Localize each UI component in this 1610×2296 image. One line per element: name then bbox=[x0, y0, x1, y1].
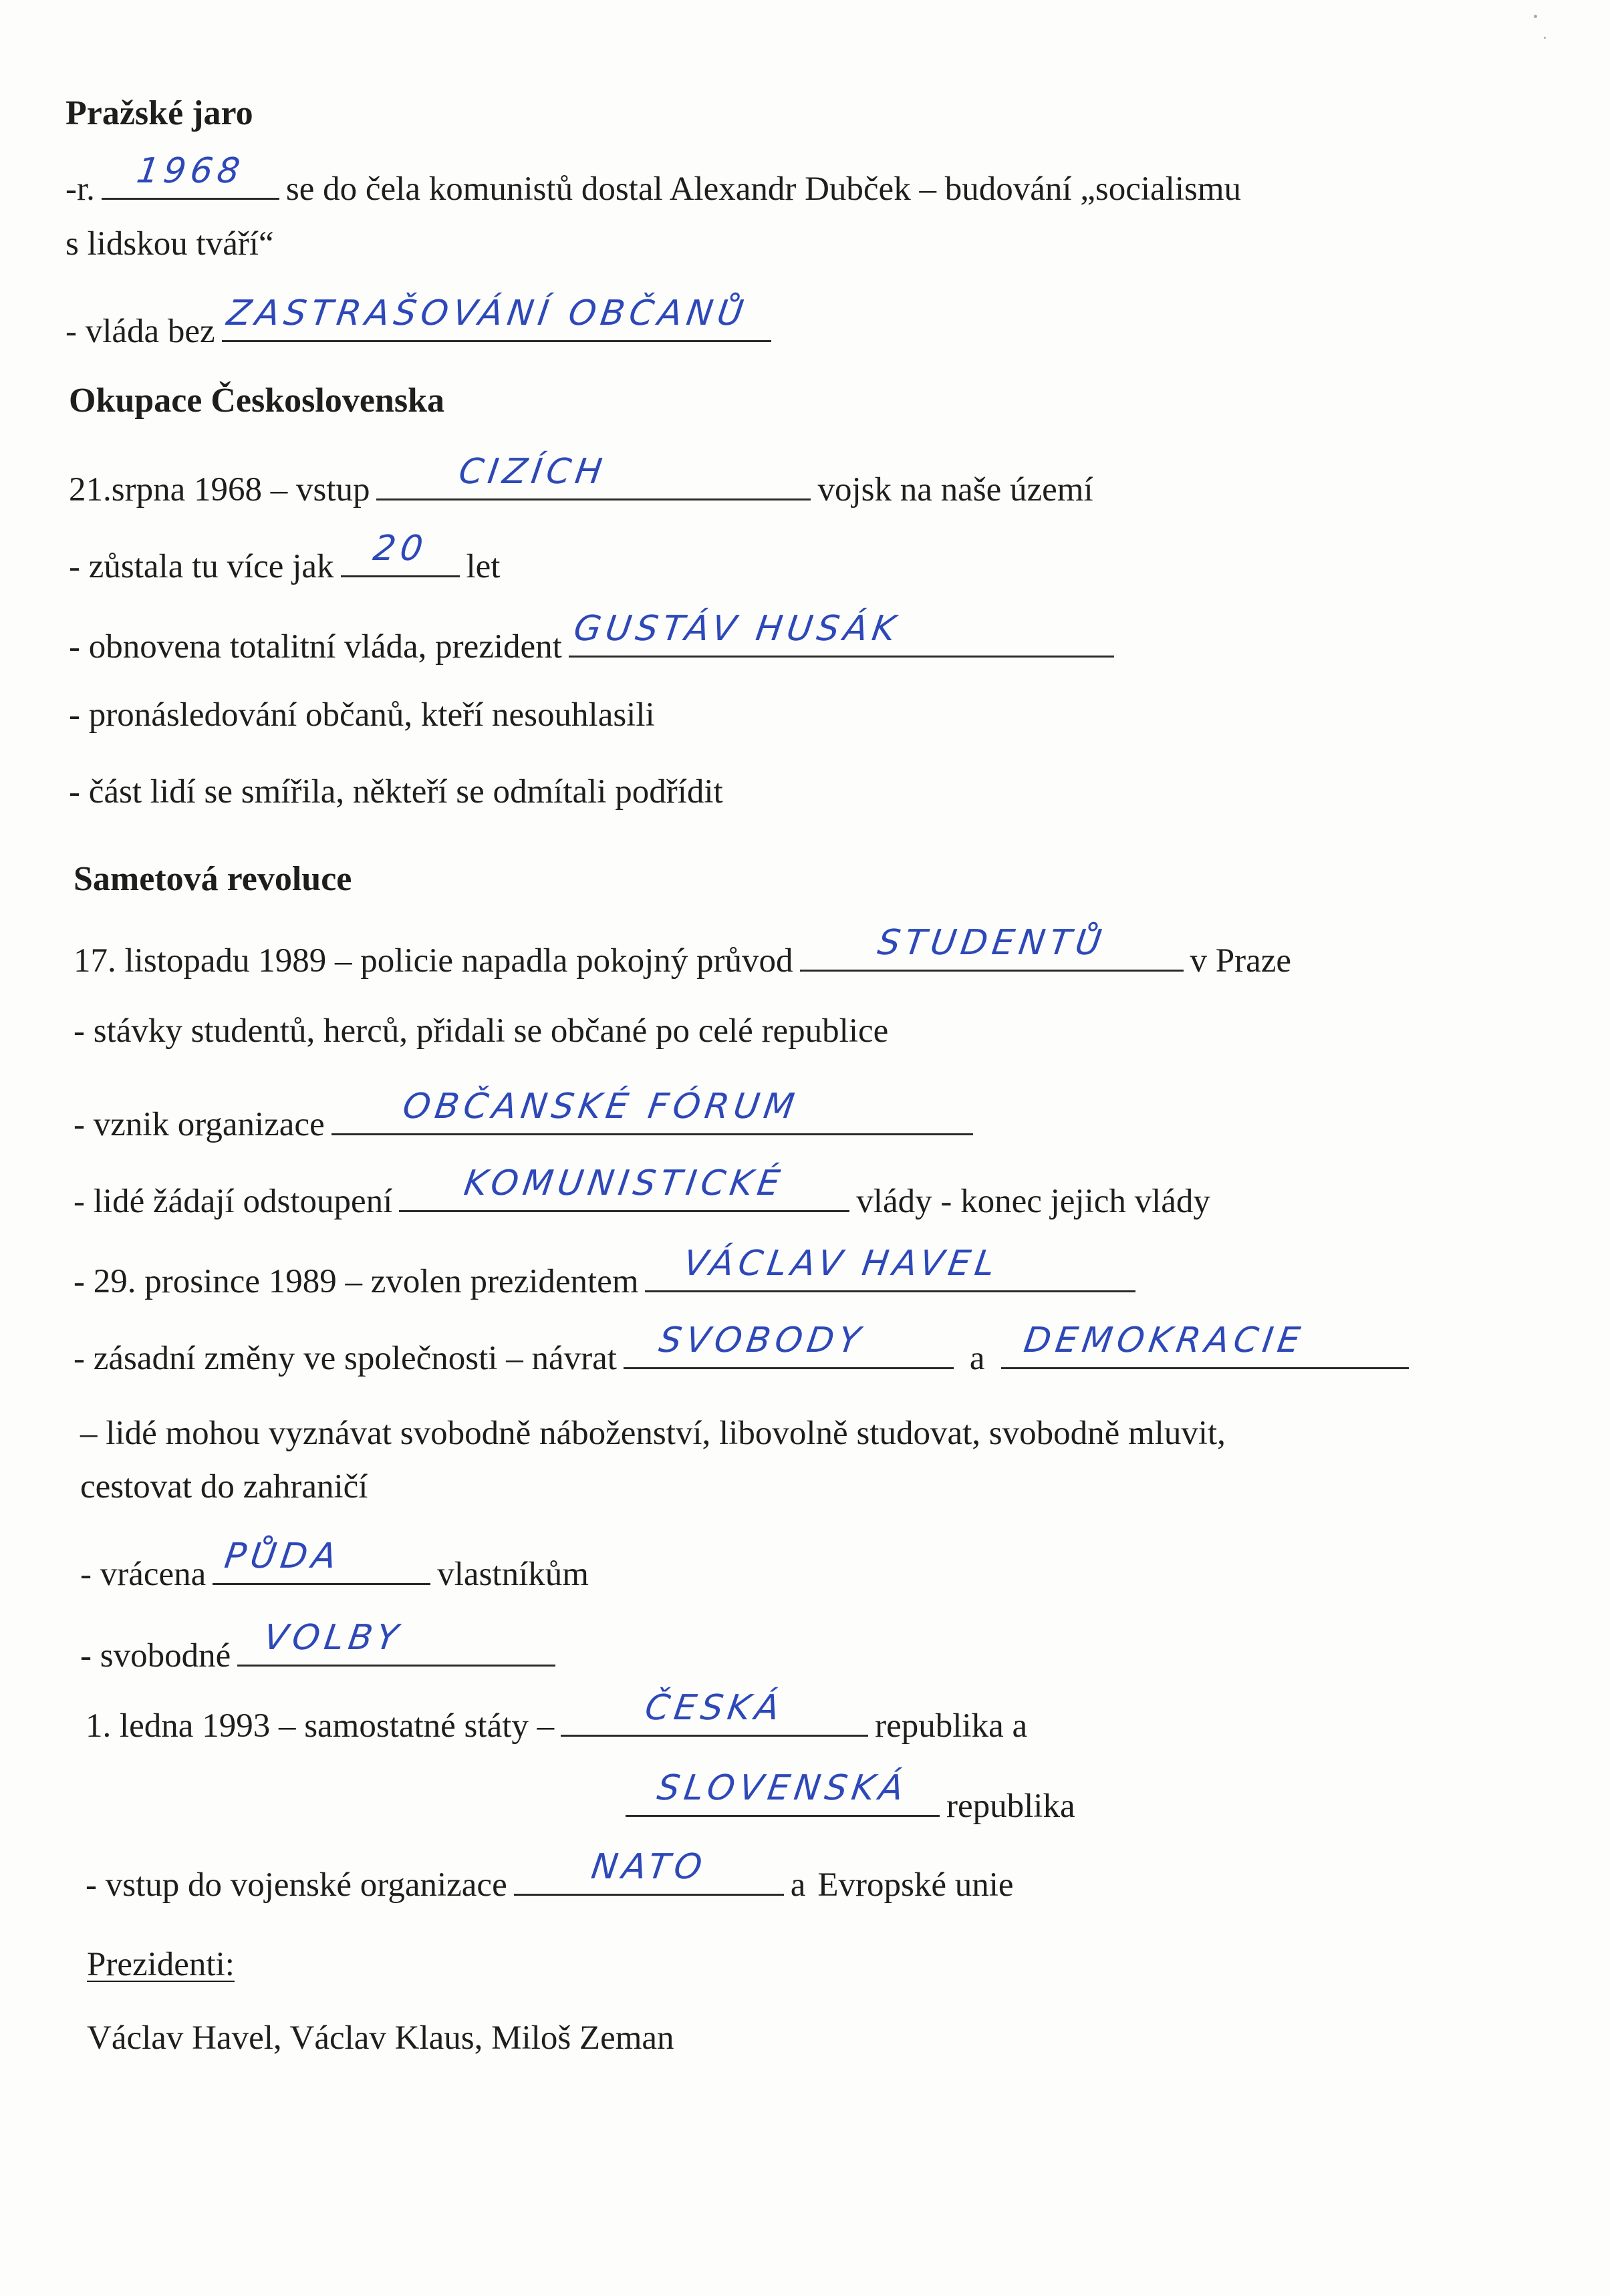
vracena-suffix: vlastníkům bbox=[437, 1556, 589, 1593]
vznik-blank[interactable] bbox=[331, 1087, 973, 1135]
zmeny-prefix: - zásadní změny ve společnosti – návrat bbox=[74, 1340, 617, 1377]
leden-blank-2[interactable] bbox=[626, 1768, 940, 1817]
line-listopad bbox=[74, 923, 1292, 981]
line-vracena bbox=[80, 1536, 589, 1594]
leden-answer-2: SLOVENSKÁ bbox=[654, 1768, 911, 1808]
line-odstoupeni bbox=[74, 1163, 1210, 1222]
line-vznik bbox=[74, 1087, 980, 1145]
zmeny-a: a bbox=[969, 1340, 985, 1377]
scan-speck bbox=[1544, 37, 1546, 39]
prezident-prefix: - obnovena totalitní vláda, prezident bbox=[69, 628, 562, 666]
leden-answer-1: ČESKÁ bbox=[642, 1688, 787, 1728]
vznik-answer: OBČANSKÉ FÓRUM bbox=[400, 1087, 801, 1127]
vstup-answer: NATO bbox=[588, 1847, 709, 1887]
scan-speck bbox=[1534, 15, 1537, 18]
prosinec-prefix: - 29. prosince 1989 – zvolen prezidentem bbox=[74, 1263, 639, 1300]
zmeny-blank-1[interactable] bbox=[624, 1320, 954, 1369]
listopad-suffix: v Praze bbox=[1190, 942, 1292, 980]
leden-suffix-1: republika a bbox=[875, 1707, 1028, 1745]
vznik-prefix: - vznik organizace bbox=[74, 1106, 325, 1143]
vstup-suffix: Evropské unie bbox=[817, 1866, 1014, 1904]
srpen-answer: CIZÍCH bbox=[456, 452, 610, 492]
odstoupeni-answer: KOMUNISTICKÉ bbox=[461, 1163, 787, 1203]
listopad-blank[interactable] bbox=[800, 923, 1184, 972]
listopad-answer: STUDENTŮ bbox=[875, 923, 1108, 963]
rok-text: se do čela komunistů dostal Alexandr Dubček – budování „socialismu bbox=[285, 170, 1242, 208]
line-rok bbox=[65, 151, 1242, 209]
zustala-prefix: - zůstala tu více jak bbox=[69, 548, 334, 585]
leden-suffix-2: republika bbox=[946, 1787, 1075, 1825]
line-srpen bbox=[69, 452, 1093, 510]
line-lidska-tvar: s lidskou tváří“ bbox=[65, 225, 274, 263]
heading-okupace: Okupace Československa bbox=[69, 382, 444, 420]
svobodne-answer: VOLBY bbox=[261, 1618, 406, 1658]
odstoupeni-suffix: vlády - konec jejich vlády bbox=[856, 1183, 1210, 1220]
line-zmeny bbox=[74, 1320, 1416, 1379]
zustala-answer: 20 bbox=[370, 529, 430, 569]
line-smirila: - část lidí se smířila, někteří se odmítali podřídit bbox=[69, 773, 723, 811]
vstup-prefix: - vstup do vojenské organizace bbox=[86, 1866, 507, 1904]
vstup-blank[interactable] bbox=[514, 1847, 784, 1896]
zmeny-blank-2[interactable] bbox=[1001, 1320, 1409, 1369]
line-leden-2 bbox=[619, 1768, 1075, 1826]
heading-sametova: Sametová revoluce bbox=[74, 860, 352, 898]
vstup-a: a bbox=[790, 1866, 806, 1904]
heading-prezidenti: Prezidenti: bbox=[87, 1946, 235, 1983]
vlada-answer: ZASTRAŠOVÁNÍ OBČANŮ bbox=[224, 293, 751, 333]
srpen-blank[interactable] bbox=[376, 452, 811, 500]
line-vyznavat-2: cestovat do zahraničí bbox=[80, 1468, 368, 1505]
vracena-answer: PŮDA bbox=[221, 1536, 344, 1576]
rok-answer: 1968 bbox=[134, 151, 247, 191]
prosinec-blank[interactable] bbox=[645, 1244, 1135, 1292]
heading-prazske-jaro: Pražské jaro bbox=[65, 94, 253, 132]
leden-prefix: 1. ledna 1993 – samostatné státy – bbox=[86, 1707, 555, 1745]
svobodne-blank[interactable] bbox=[237, 1618, 555, 1667]
line-leden bbox=[86, 1688, 1028, 1746]
zustala-suffix: let bbox=[466, 548, 501, 585]
odstoupeni-prefix: - lidé žádají odstoupení bbox=[74, 1183, 393, 1220]
srpen-suffix: vojsk na naše území bbox=[817, 471, 1093, 509]
odstoupeni-blank[interactable] bbox=[399, 1163, 849, 1212]
zmeny-answer-2: DEMOKRACIE bbox=[1021, 1320, 1307, 1360]
vracena-blank[interactable] bbox=[213, 1536, 430, 1585]
zmeny-answer-1: SVOBODY bbox=[656, 1320, 868, 1360]
line-prezident bbox=[69, 609, 1121, 667]
line-svobodne bbox=[80, 1618, 562, 1676]
line-stavky: - stávky studentů, herců, přidali se občané po celé republice bbox=[74, 1012, 889, 1050]
rok-blank[interactable] bbox=[102, 151, 279, 200]
line-vlada-bez bbox=[65, 293, 778, 351]
line-vyznavat-1: – lidé mohou vyznávat svobodně náboženství, libovolně studovat, svobodně mluvit, bbox=[80, 1415, 1226, 1452]
rok-prefix: -r. bbox=[65, 170, 95, 208]
zustala-blank[interactable] bbox=[341, 529, 460, 577]
line-pronasledovani: - pronásledování občanů, kteří nesouhlasili bbox=[69, 696, 655, 734]
vlada-prefix: - vláda bez bbox=[65, 313, 215, 350]
prosinec-answer: VÁCLAV HAVEL bbox=[681, 1244, 1002, 1284]
prezident-answer: GUSTÁV HUSÁK bbox=[571, 609, 903, 649]
srpen-prefix: 21.srpna 1968 – vstup bbox=[69, 471, 370, 509]
line-prosinec bbox=[74, 1244, 1142, 1302]
line-vstup bbox=[86, 1847, 1014, 1905]
vracena-prefix: - vrácena bbox=[80, 1556, 207, 1593]
listopad-prefix: 17. listopadu 1989 – policie napadla pokojný průvod bbox=[74, 942, 793, 980]
leden-blank-1[interactable] bbox=[561, 1688, 868, 1737]
svobodne-prefix: - svobodné bbox=[80, 1637, 231, 1675]
prezident-blank[interactable] bbox=[569, 609, 1114, 658]
line-zustala bbox=[69, 529, 501, 587]
vlada-blank[interactable] bbox=[222, 293, 771, 342]
line-prezidenti: Václav Havel, Václav Klaus, Miloš Zeman bbox=[87, 2019, 674, 2057]
